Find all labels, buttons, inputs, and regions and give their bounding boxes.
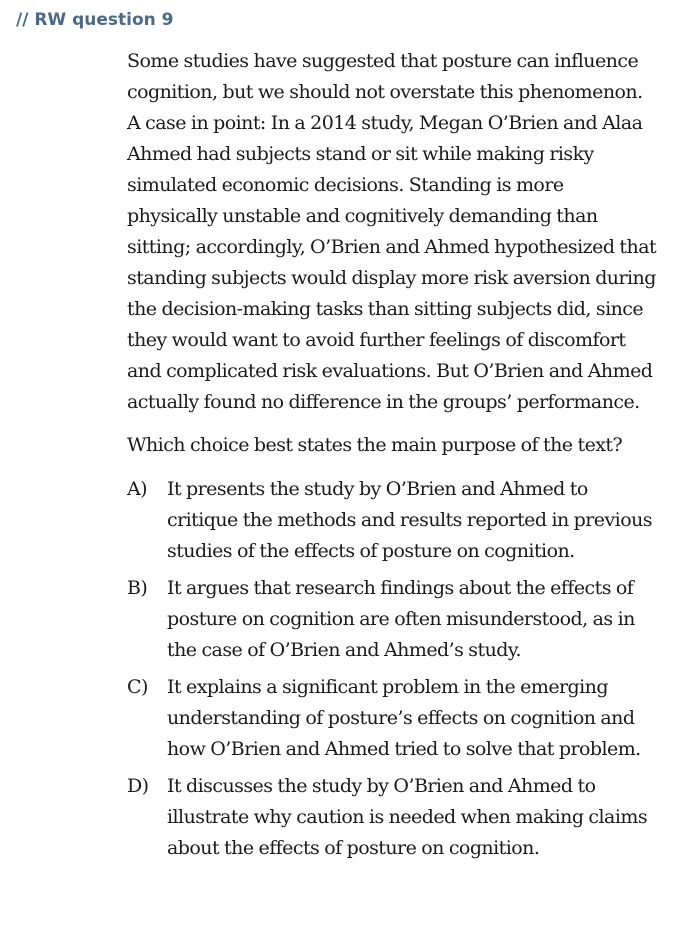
choice-c-letter: C) (127, 676, 148, 698)
choice-a[interactable] (127, 474, 657, 567)
answer-choices (127, 474, 657, 864)
choice-d-text: It discusses the study by O’Brien and Ahmed to illustrate why caution is needed when making claims about the effects of posture on cognition. (167, 775, 648, 859)
question-heading: // RW question 9 (16, 10, 174, 30)
choice-b-letter: B) (127, 577, 148, 599)
choice-a-letter: A) (127, 478, 148, 500)
question-content (127, 46, 657, 870)
choice-a-text: It presents the study by O’Brien and Ahmed to critique the methods and results reported in previous studies of the effects of posture on cognition. (167, 478, 652, 562)
choice-c[interactable] (127, 672, 657, 765)
choice-c-text: It explains a significant problem in the emerging understanding of posture’s effects on cognition and how O’Brien and Ahmed tried to solve that problem. (167, 676, 641, 760)
question-prompt: Which choice best states the main purpose of the text? (127, 434, 623, 456)
choice-b[interactable] (127, 573, 657, 666)
choice-d-letter: D) (127, 775, 149, 797)
choice-d[interactable] (127, 771, 657, 864)
passage-text: Some studies have suggested that posture can influence cognition, but we should not overstate this phenomenon. A case in point: In a 2014 study, Megan O’Brien and Alaa Ahmed had subjects stand or sit while making risky simulated economic decisions. Standing is more physically unstable and cognitively demanding than sitting; accordingly, O’Brien and Ahmed hypothesized that standing subjects would display more risk aversion during the decision-making tasks than sitting subjects did, since they would want to avoid further feelings of discomfort and complicated risk evaluations. But O’Brien and Ahmed actually found no difference in the groups’ performance. (127, 50, 657, 413)
choice-b-text: It argues that research findings about the effects of posture on cognition are often misunderstood, as in the case of O’Brien and Ahmed’s study. (167, 577, 635, 661)
